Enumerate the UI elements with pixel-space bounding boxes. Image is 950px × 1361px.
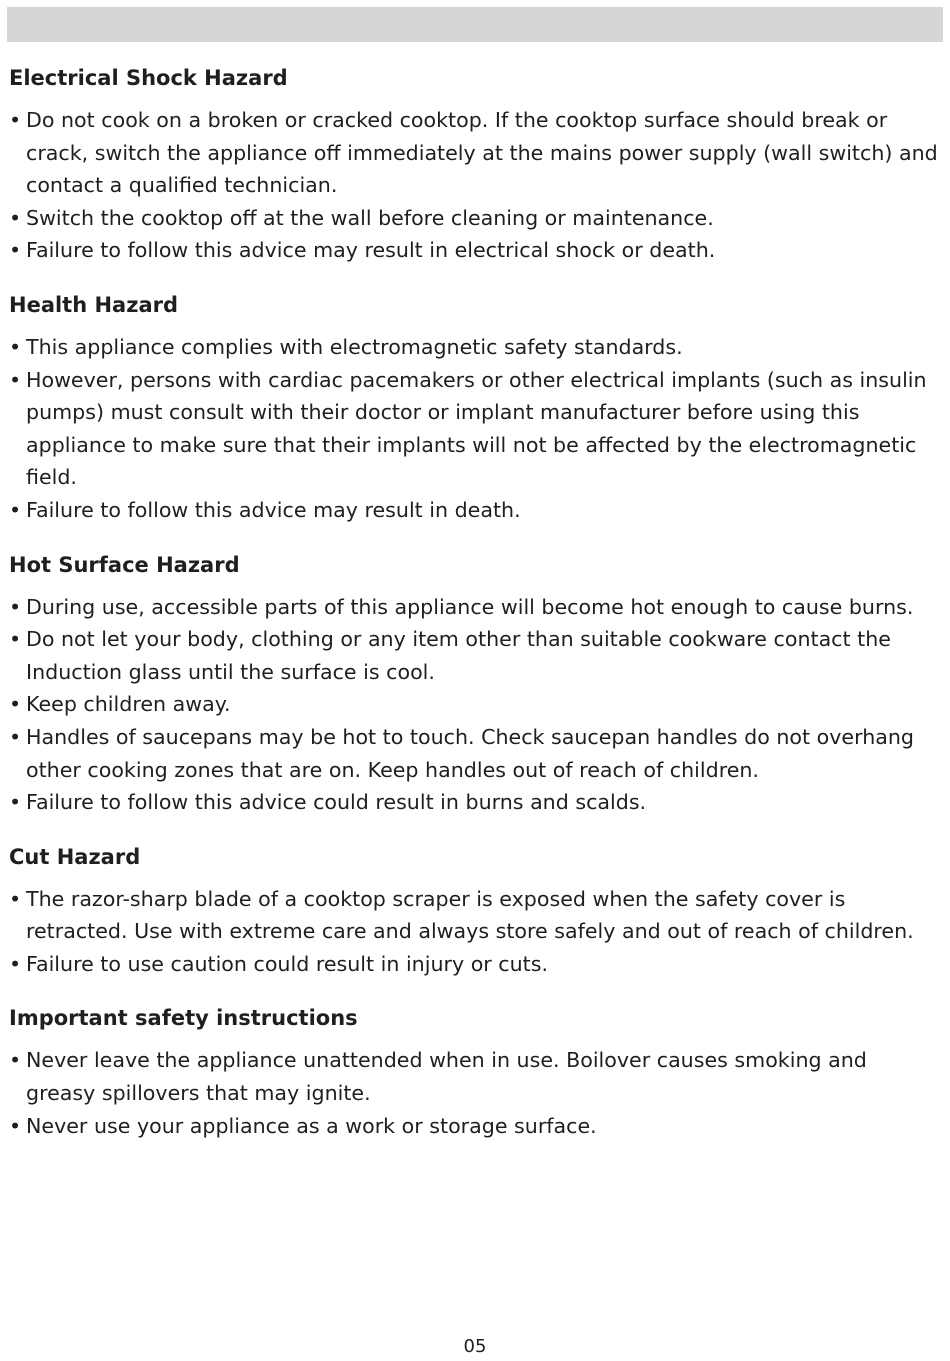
bullet-item: • Failure to follow this advice may result in death.: [9, 494, 939, 527]
section-title: Cut Hazard: [9, 844, 141, 869]
section-title: Hot Surface Hazard: [9, 552, 240, 577]
bullet-item: • Failure to follow this advice may result in electrical shock or death.: [9, 234, 939, 267]
section-electrical-shock-hazard: [9, 62, 939, 267]
section-health-hazard: [9, 289, 939, 527]
section-title: Electrical Shock Hazard: [9, 66, 288, 90]
document-body: [9, 62, 939, 1164]
bullet-item: • This appliance complies with electromagnetic safety standards.: [9, 331, 939, 364]
bullet-list: [9, 883, 939, 981]
section-cut-hazard: [9, 841, 939, 981]
section-hot-surface-hazard: [9, 549, 939, 819]
bullet-item: • Never leave the appliance unattended when in use. Boilover causes smoking and greasy spillovers that may ignite.: [9, 1044, 939, 1109]
bullet-item: • Keep children away.: [9, 688, 939, 721]
bullet-item: • Handles of saucepans may be hot to touch. Check saucepan handles do not overhang other cooking zones that are on. Keep handles out of reach of children.: [9, 721, 939, 786]
section-important-safety-instructions: [9, 1002, 939, 1142]
bullet-item: • Do not let your body, clothing or any item other than suitable cookware contact the Induction glass until the surface is cool.: [9, 623, 939, 688]
section-title: Important safety instructions: [9, 1006, 358, 1031]
page-number: 05: [463, 1336, 487, 1357]
bullet-item: • However, persons with cardiac pacemakers or other electrical implants (such as insulin pumps) must consult with their doctor or implant manufacturer before using this appliance to make sure that their implants will not be affected by the electromagnetic field.: [9, 364, 939, 494]
bullet-item: • Do not cook on a broken or cracked cooktop. If the cooktop surface should break or crack, switch the appliance off immediately at the mains power supply (wall switch) and contact a qualified technician.: [9, 104, 939, 202]
bullet-list: [9, 591, 939, 819]
section-title: Health Hazard: [9, 292, 179, 317]
bullet-item: • Never use your appliance as a work or storage surface.: [9, 1110, 939, 1143]
header-bar: [7, 7, 943, 42]
bullet-item: • Failure to follow this advice could result in burns and scalds.: [9, 786, 939, 819]
bullet-list: [9, 104, 939, 267]
bullet-item: • Failure to use caution could result in injury or cuts.: [9, 948, 939, 981]
bullet-list: [9, 331, 939, 527]
bullet-item: • Switch the cooktop off at the wall before cleaning or maintenance.: [9, 202, 939, 235]
bullet-item: • The razor-sharp blade of a cooktop scraper is exposed when the safety cover is retracted. Use with extreme care and always store safely and out of reach of children.: [9, 883, 939, 948]
bullet-list: [9, 1044, 939, 1142]
bullet-item: • During use, accessible parts of this appliance will become hot enough to cause burns.: [9, 591, 939, 624]
